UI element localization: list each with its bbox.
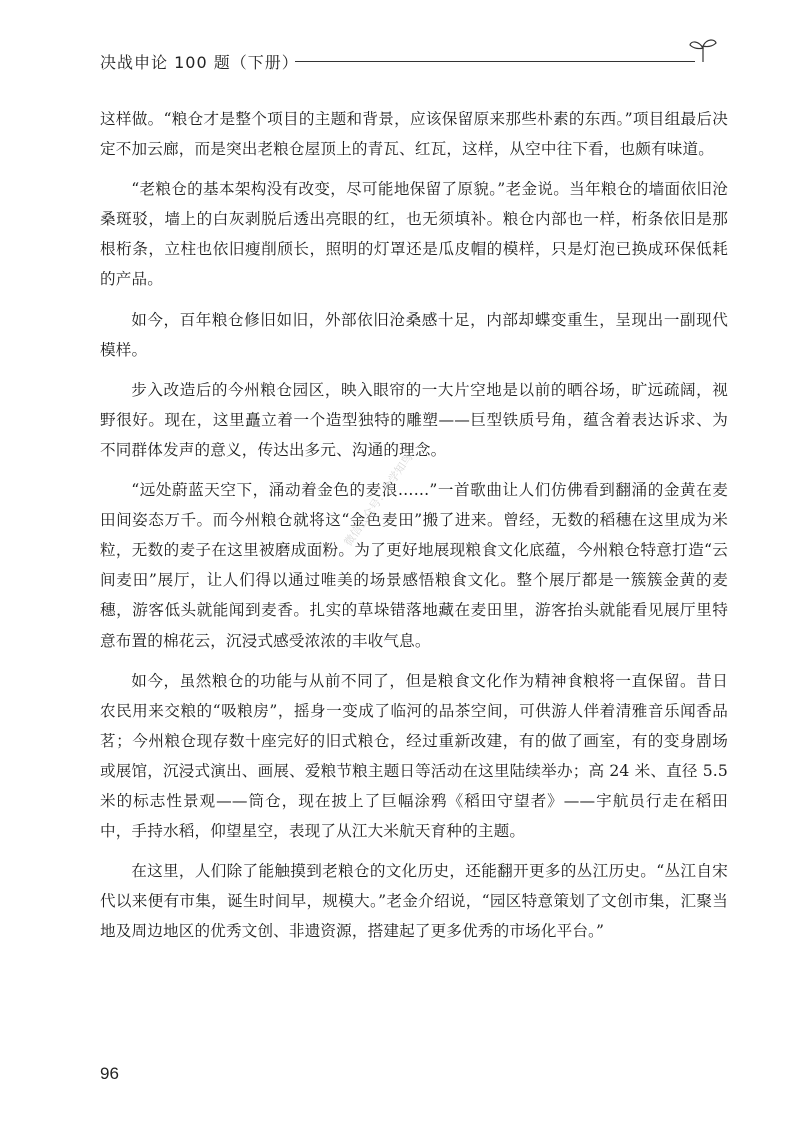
book-title: 决战申论 100 题（下册） [100, 53, 299, 72]
paragraph-continued: 这样做。“粮仓才是整个项目的主题和背景，应该保留原来那些朴素的东西。”项目组最后决定不加云廊，而是突出老粮仓屋顶上的青瓦、红瓦，这样，从空中往下看，也颇有味道。 [100, 110, 728, 159]
header-rule [295, 61, 695, 62]
paragraph: 如今，虽然粮仓的功能与从前不同了，但是粮食文化作为精神食粮将一直保留。昔日农民用来交粮的“吸粮房”，摇身一变成了临河的品茶空间，可供游人伴着清雅音乐闻香品茗；今州粮仓现存数十座完好的旧式粮仓，经过重新改建，有的做了画室，有的变身剧场或展馆，沉浸式演出、画展、爱粮节粮主题日等活动在这里陆续举办；高 24 米、直径 5.5 米的标志性景观——筒仓，现在披上了巨幅涂鸦《稻田守望者》——宇航员行走在稻田中，手持水稻，仰望星空，表现了从江大米航天育种的主题。 [100, 671, 728, 841]
sprout-icon [688, 36, 718, 64]
paragraph: 在这里，人们除了能触摸到老粮仓的文化历史，还能翻开更多的丛江历史。“丛江自宋代以来便有市集，诞生时间早，规模大。”老金介绍说，“园区特意策划了文创市集，汇聚当地及周边地区的优秀文创、非遗资源，搭建起了更多优秀的市场化平台。” [100, 862, 728, 941]
watermark: 微信公众号：众学知鸟 [341, 451, 416, 549]
page-number: 96 [100, 1064, 119, 1083]
paragraph: 步入改造后的今州粮仓园区，映入眼帘的一大片空地是以前的晒谷场，旷远疏阔，视野很好。现在，这里矗立着一个造型独特的雕塑——巨型铁质号角，蕴含着表达诉求、为不同群体发声的意义，传达出多元、沟通的理念。 [100, 380, 728, 459]
article-body [100, 104, 728, 956]
paragraph: “老粮仓的基本架构没有改变，尽可能地保留了原貌。”老金说。当年粮仓的墙面依旧沧桑斑驳，墙上的白灰剥脱后透出亮眼的红，也无须填补。粮仓内部也一样，桁条依旧是那根桁条，立柱也依旧瘦削颀长，照明的灯罩还是瓜皮帽的模样，只是灯泡已换成环保低耗的产品。 [100, 180, 728, 289]
paragraph: “远处蔚蓝天空下，涌动着金色的麦浪……”一首歌曲让人们仿佛看到翻涌的金黄在麦田间姿态万千。而今州粮仓就将这“金色麦田”搬了进来。曾经，无数的稻穗在这里成为米粒，无数的麦子在这里被磨成面粉。为了更好地展现粮食文化底蕴，今州粮仓特意打造“云间麦田”展厅，让人们得以通过唯美的场景感悟粮食文化。整个展厅都是一簇簇金黄的麦穗，游客低头就能闻到麦香。扎实的草垛错落地藏在麦田里，游客抬头就能看见展厅里特意布置的棉花云，沉浸式感受浓浓的丰收气息。 [100, 481, 728, 650]
running-header [0, 0, 800, 80]
paragraph: 如今，百年粮仓修旧如旧，外部依旧沧桑感十足，内部却蝶变重生，呈现出一副现代模样。 [100, 310, 728, 359]
